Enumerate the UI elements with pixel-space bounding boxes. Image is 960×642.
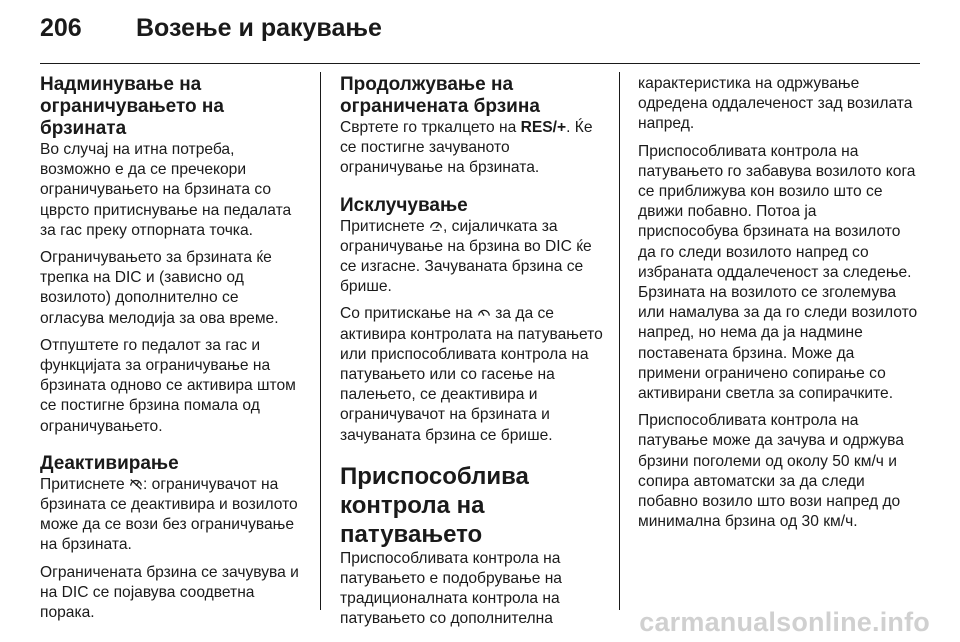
paragraph-text: Свртете го тркалцето на bbox=[340, 119, 521, 136]
column-2 bbox=[340, 74, 605, 637]
speed-limiter-off-icon bbox=[129, 477, 143, 491]
paragraph-text: за да се активира контролата на патувањето или приспособливата контрола на патувањето или со гасење на палењето, се деактивира и ограничувачот на брзината и зачуваната брзина се брише. bbox=[340, 305, 603, 444]
paragraph: Приспособливата контрола на патување може да зачува и одржува брзини поголеми од околу 50 км/ч и сопира автоматски за да следи побавно возило што вози напред до минимална брзина од 30 км/ч. bbox=[638, 412, 904, 531]
section-title: Надминување на ограничувањето на брзината bbox=[40, 74, 224, 139]
paragraph-text: . Ќе се постигне зачуваното ограничување на брзината. bbox=[340, 119, 593, 177]
column-divider bbox=[619, 72, 620, 610]
paragraph: Ограничувањето за брзината ќе трепка на DIC и (зависно од возилото) дополнително се огласува мелодија за ова време. bbox=[40, 249, 279, 327]
section-deactivation bbox=[40, 453, 305, 623]
column-3 bbox=[638, 74, 918, 539]
chapter-title: Возење и ракување bbox=[136, 14, 382, 42]
paragraph bbox=[340, 304, 605, 445]
section-exceeding-limit bbox=[40, 74, 305, 437]
paragraph-text: Притиснете bbox=[340, 217, 429, 235]
section-title: Деактивирање bbox=[40, 452, 179, 474]
section-adaptive-cruise bbox=[340, 462, 605, 630]
paragraph: Приспособливата контрола на патувањето е подобрување на традиционалната контрола на патувањето со дополнителна bbox=[340, 549, 562, 628]
paragraph: Приспособливата контрола на патувањето го забавува возилото кога се приближува кон возило што се движи побавно. Потоа ја приспособува брзината на возилото да го следи возилото напред со избраната оддалеченост за следење. Брзината на возилото се зголемува или намалува за да го следи возилото напред, но нема да ја надмине поставената брзина. Може да примени ограничено сопирање со активирани светла за сопирачките. bbox=[638, 142, 918, 403]
section-resume-limit bbox=[340, 74, 605, 179]
watermark: carmanualsonline.info bbox=[639, 607, 930, 637]
section-title: Приспособлива контрола на патувањето bbox=[340, 462, 529, 548]
paragraph-text: : ограничувачот на брзината се деактивира и возилото може да се вози без ограничување на брзината. bbox=[40, 475, 298, 554]
paragraph bbox=[40, 475, 305, 556]
paragraph-text: , сијаличката за ограничување на брзина во DIC ќе се изгасне. Зачуваната брзина се брише. bbox=[340, 217, 592, 296]
paragraph: Во случај на итна потреба, возможно е да се пречекори ограничувањето на брзината со цврсто притиснување на педалата за гас преку отпорната точка. bbox=[40, 141, 292, 239]
paragraph-text: Со притискање на bbox=[340, 305, 477, 323]
section-title: Продолжување на ограничената брзина bbox=[340, 74, 540, 117]
column-divider bbox=[320, 72, 321, 610]
paragraph: Отпуштете го педалот за гас и функцијата за ограничување на брзината одново се активира штом се постигне брзина помала од ограничувањето. bbox=[40, 336, 296, 435]
column-1 bbox=[40, 74, 305, 630]
paragraph: карактеристика на одржување одредена оддалеченост зад возилата напред. bbox=[638, 75, 913, 133]
cruise-control-icon bbox=[477, 306, 491, 320]
paragraph bbox=[340, 217, 605, 298]
header-rule bbox=[40, 63, 920, 64]
res-plus-label: RES/+ bbox=[520, 119, 567, 136]
page-number: 206 bbox=[40, 14, 82, 42]
paragraph: Ограничената брзина се зачувува и на DIC се појавува соодветна порака. bbox=[40, 563, 299, 622]
page-header bbox=[40, 14, 382, 43]
section-title: Исклучување bbox=[340, 194, 468, 216]
paragraph-text: Притиснете bbox=[40, 475, 129, 493]
speed-limiter-icon bbox=[429, 219, 443, 233]
section-switch-off bbox=[340, 195, 605, 446]
paragraph bbox=[340, 118, 605, 179]
